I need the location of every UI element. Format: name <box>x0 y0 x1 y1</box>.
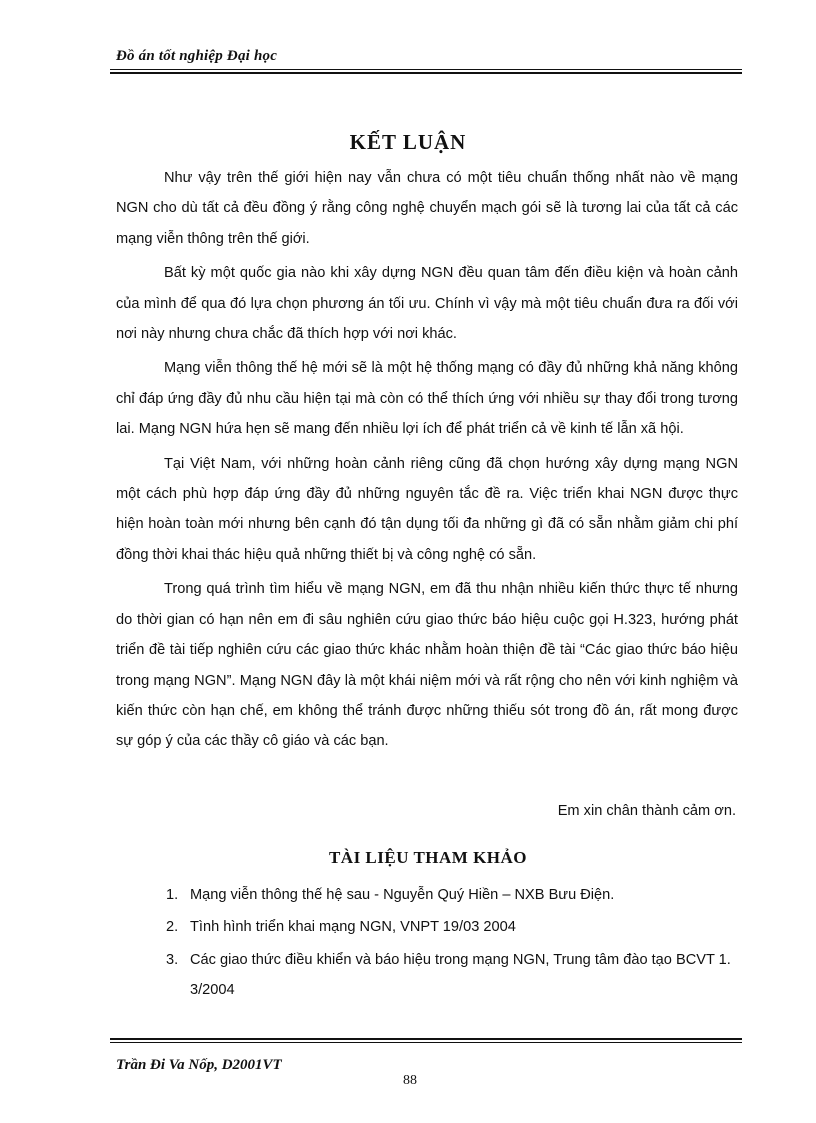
paragraph: Tại Việt Nam, với những hoàn cảnh riêng cũng đã chọn hướng xây dựng mạng NGN một cách phù hợp đáp ứng đầy đủ những nguyên tắc đề ra. Việc triển khai NGN được thực hiện hoàn toàn mới nhưng bên cạnh đó tận dụng tối đa những gì đã có sẵn nhằm giảm chi phí đồng thời khai thác hiệu quả những thiết bị và công nghệ có sẵn. <box>116 455 738 563</box>
paragraph: Như vậy trên thế giới hiện nay vẫn chưa có một tiêu chuẩn thống nhất nào về mạng NGN cho dù tất cả đều đồng ý rằng công nghệ chuyển mạch gói sẽ là tương lai của tất cả các mạng viễn thông trên thế giới. <box>116 170 738 247</box>
footer-author: Trần Đi Va Nốp, D2001VT <box>116 1057 282 1073</box>
reference-item <box>166 912 746 942</box>
reference-text: Mạng viễn thông thế hệ sau - Nguyễn Quý Hiền – NXB Bưu Điện. <box>190 887 615 903</box>
reference-item <box>166 945 746 1006</box>
references-list <box>166 880 746 1008</box>
footer-rule-thin <box>110 1042 742 1043</box>
reference-number: 1. <box>166 887 179 903</box>
reference-text: Tình hình triển khai mạng NGN, VNPT 19/03 2004 <box>190 919 516 936</box>
header-title: Đồ án tốt nghiệp Đại học <box>116 48 278 64</box>
section-title: KẾT LUẬN <box>349 130 467 154</box>
header-rule-thick <box>110 72 742 74</box>
paragraph: Mạng viễn thông thế hệ mới sẽ là một hệ thống mạng có đầy đủ những khả năng không chỉ đáp ứng đầy đủ nhu cầu hiện tại mà còn có thể thích ứng với nhiều sự thay đổi trong tương lai. Mạng NGN hứa hẹn sẽ mang đến nhiều lợi ích để phát triển cả về kinh tế lẫn xã hội. <box>116 360 738 438</box>
reference-text: Các giao thức điều khiển và báo hiệu trong mạng NGN, Trung tâm đào tạo BCVT 1. 3/2004 <box>190 951 731 999</box>
references-title: TÀI LIỆU THAM KHẢO <box>328 848 528 867</box>
reference-item <box>166 880 746 910</box>
conclusion-body <box>116 163 738 761</box>
page-number: 88 <box>403 1073 417 1088</box>
header-rule-thin <box>110 69 742 70</box>
closing-text: Em xin chân thành cảm ơn. <box>557 803 736 819</box>
paragraph: Bất kỳ một quốc gia nào khi xây dựng NGN đều quan tâm đến điều kiện và hoàn cảnh của mình để qua đó lựa chọn phương án tối ưu. Chính vì vậy mà một tiêu chuẩn đưa ra đối với nơi này nhưng chưa chắc đã thích hợp với nơi khác. <box>116 265 738 343</box>
reference-number: 2. <box>166 919 179 936</box>
paragraph: Trong quá trình tìm hiểu về mạng NGN, em đã thu nhận nhiều kiến thức thực tế nhưng do thời gian có hạn nên em đi sâu nghiên cứu giao thức báo hiệu cuộc gọi H.323, hướng phát triển đề tài tiếp nghiên cứu các giao thức khác nhằm hoàn thiện đề tài “Các giao thức báo hiệu trong mạng NGN”. Mạng NGN đây là một khái niệm mới và rất rộng cho nên với kinh nghiệm và kiến thức còn hạn chế, em không thể tránh được những thiếu sót trong đồ án, rất mong được sự góp ý của các thầy cô giáo và các bạn. <box>116 581 738 750</box>
reference-number: 3. <box>166 951 179 968</box>
footer-rule-thick <box>110 1038 742 1040</box>
